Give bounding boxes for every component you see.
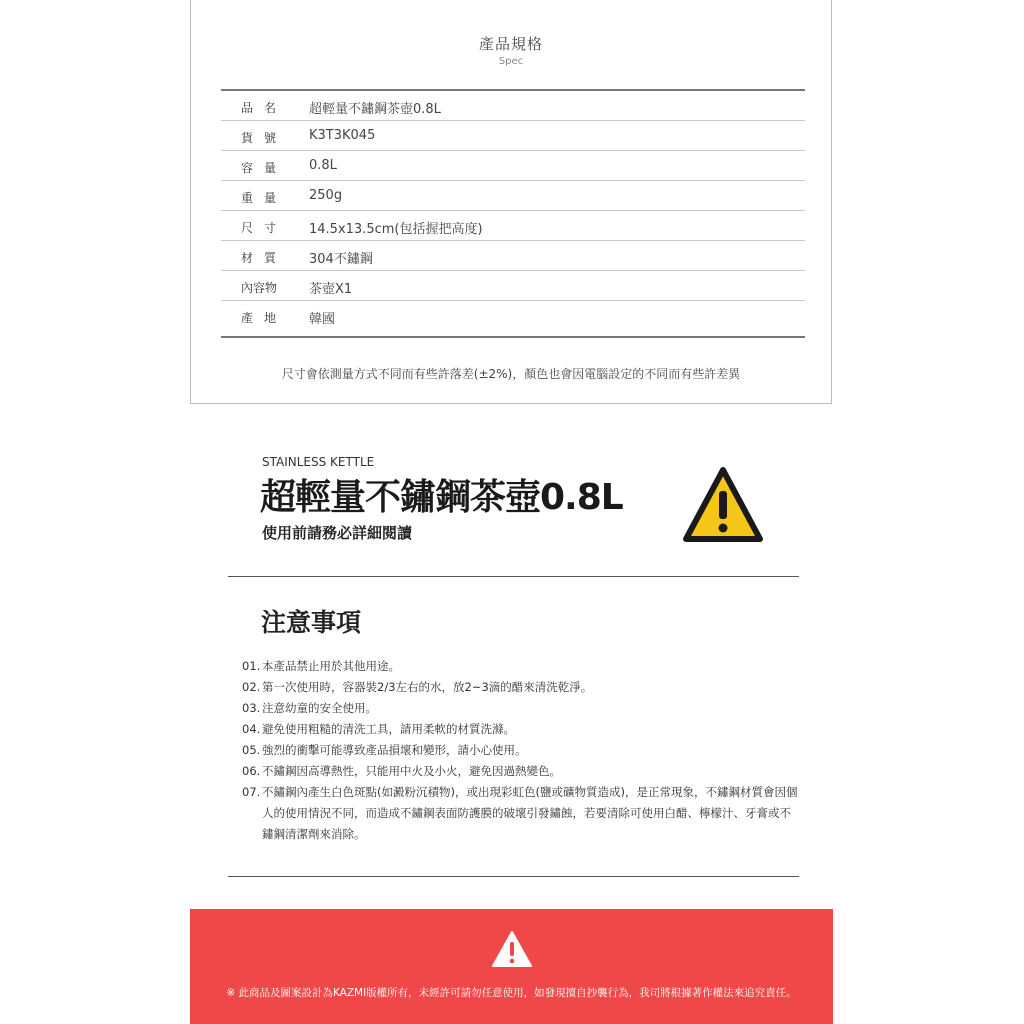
copyright-text: ※ 此商品及圖案設計為KAZMI版權所有，未經許可請勿任意使用，如發現擅自抄襲行為，我司將根據著作權法來追究責任。 [226,987,797,999]
footer-warning-icon [491,930,533,968]
spec-value: 0.8L [309,158,337,173]
spec-label: 品名 [241,101,288,115]
list-item-text: 不鏽鋼內產生白色斑點(如澱粉沉積物)，或出現彩虹色(鹽或礦物質造成)，是正常現象，不鏽鋼材質會因個人的使用情況不同，而造成不鏽鋼表面防護膜的破壞引發鏽蝕，若要清除可使用白醋、檸檬汁、牙膏或不鏽鋼清潔劑來消除。 [262,785,798,841]
list-item-text: 注意幼童的安全使用。 [262,701,377,715]
spec-value: 茶壺X1 [309,282,353,297]
spec-row [221,151,805,181]
spec-label: 貨號 [241,131,288,145]
spec-table [221,89,805,338]
list-item [242,782,802,845]
list-item-text: 本產品禁止用於其他用途。 [262,659,400,673]
list-item [242,740,802,761]
product-category: STAINLESS KETTLE [262,455,375,469]
spec-label: 內容物 [241,281,278,295]
list-item-number: 07. [242,785,261,799]
list-item [242,719,802,740]
spec-row [221,211,805,241]
list-item [242,761,802,782]
notice-list [242,656,802,845]
spec-row [221,301,805,338]
divider [228,876,799,877]
spec-note: 尺寸會依測量方式不同而有些許落差(±2%)，顏色也會因電腦設定的不同而有些許差異 [281,367,741,381]
list-item [242,698,802,719]
spec-value: 250g [309,188,343,203]
spec-value: K3T3K045 [309,128,376,143]
spec-row [221,271,805,301]
read-instruction: 使用前請務必詳細閱讀 [262,524,413,542]
spec-row [221,241,805,271]
spec-subtitle: Spec [498,56,524,67]
list-item-text: 避免使用粗糙的清洗工具，請用柔軟的材質洗滌。 [262,722,515,736]
list-item-text: 第一次使用時，容器裝2/3左右的水，放2~3滴的醋來清洗乾淨。 [262,680,593,694]
warning-triangle-icon [682,466,764,544]
spec-row [221,91,805,121]
spec-section [190,0,832,404]
spec-value: 14.5x13.5cm(包括握把高度) [309,222,483,237]
spec-value: 韓國 [309,312,336,327]
spec-label: 重量 [241,191,288,205]
list-item [242,677,802,698]
spec-value: 超輕量不鏽鋼茶壺0.8L [309,102,441,117]
list-item [242,656,802,677]
list-item-text: 強烈的衝擊可能導致產品損壞和變形，請小心使用。 [262,743,527,757]
product-title: 超輕量不鏽鋼茶壺0.8L [260,477,623,518]
divider [228,576,799,577]
notice-title: 注意事項 [261,608,362,637]
list-item-number: 02. [242,680,261,694]
spec-label: 容量 [241,161,288,175]
spec-value: 304不鏽鋼 [309,252,373,267]
list-item-number: 03. [242,701,261,715]
spec-row [221,121,805,151]
list-item-text: 不鏽鋼因高導熱性，只能用中火及小火，避免因過熱變色。 [262,764,561,778]
spec-row [221,181,805,211]
list-item-number: 06. [242,764,261,778]
list-item-number: 04. [242,722,261,736]
copyright-banner [190,909,833,1024]
list-item-number: 01. [242,659,261,673]
spec-title: 產品規格 [478,35,543,53]
list-item-number: 05. [242,743,261,757]
spec-label: 尺寸 [241,221,288,235]
spec-label: 材質 [241,251,288,265]
spec-label: 產地 [241,311,288,325]
